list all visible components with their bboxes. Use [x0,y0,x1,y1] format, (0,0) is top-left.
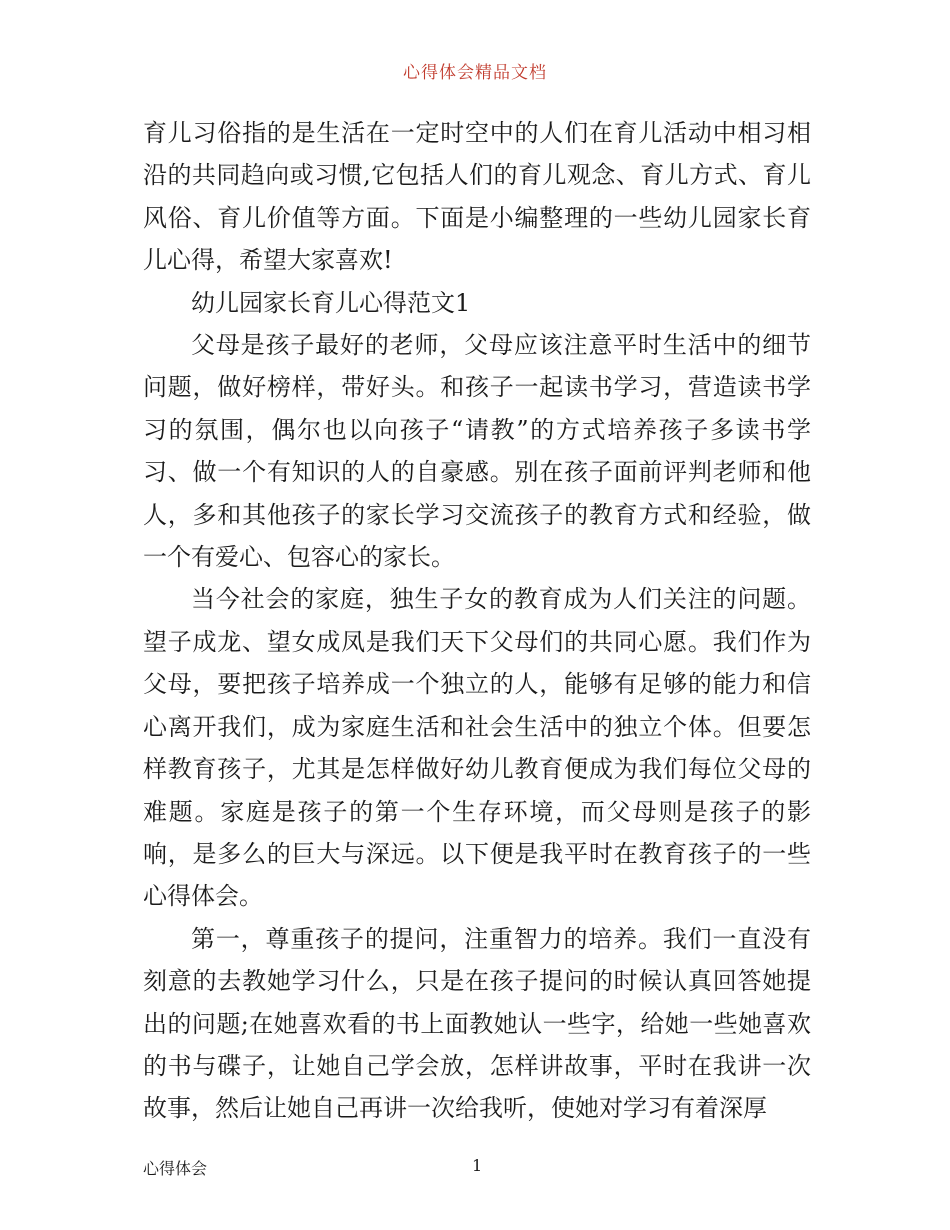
body-paragraph-3: 第一，尊重孩子的提问，注重智力的培养。我们一直没有刻意的去教她学习什么，只是在孩子提问的时候认真回答她提出的问题;在她喜欢看的书上面教她认一些字，给她一些她喜欢的书与碟子，让她自己学会放，怎样讲故事，平时在我讲一次故事，然后让她自己再讲一次给我听，使她对学习有着深厚 [143,924,811,1123]
page-number: 1 [472,1156,483,1175]
page-header-title: 心得体会精品文档 [403,63,547,83]
body-paragraph-2: 当今社会的家庭，独生子女的教育成为人们关注的问题。望子成龙、望女成凤是我们天下父母们的共同心愿。我们作为父母，要把孩子培养成一个独立的人，能够有足够的能力和信心离开我们，成为家庭生活和社会生活中的独立个体。但要怎样教育孩子，尤其是怎样做好幼儿教育便成为我们每位父母的难题。家庭是孩子的第一个生存环境，而父母则是孩子的影响，是多么的巨大与深远。以下便是我平时在教育孩子的一些心得体会。 [143,585,811,911]
intro-paragraph: 育儿习俗指的是生活在一定时空中的人们在育儿活动中相习相沿的共同趋向或习惯,它包括人们的育儿观念、育儿方式、育儿风俗、育儿价值等方面。下面是小编整理的一些幼儿园家长育儿心得，希望大家喜欢! [143,119,811,275]
section-heading: 幼儿园家长育儿心得范文1 [191,288,471,317]
footer-label: 心得体会 [143,1159,208,1178]
body-paragraph-1: 父母是孩子最好的老师，父母应该注意平时生活中的细节问题，做好榜样，带好头。和孩子一起读书学习，营造读书学习的氛围，偶尔也以向孩子“请教”的方式培养孩子多读书学习、做一个有知识的人的自豪感。别在孩子面前评判老师和他人，多和其他孩子的家长学习交流孩子的教育方式和经验，做一个有爱心、包容心的家长。 [143,331,811,572]
document-body [143,112,811,1130]
